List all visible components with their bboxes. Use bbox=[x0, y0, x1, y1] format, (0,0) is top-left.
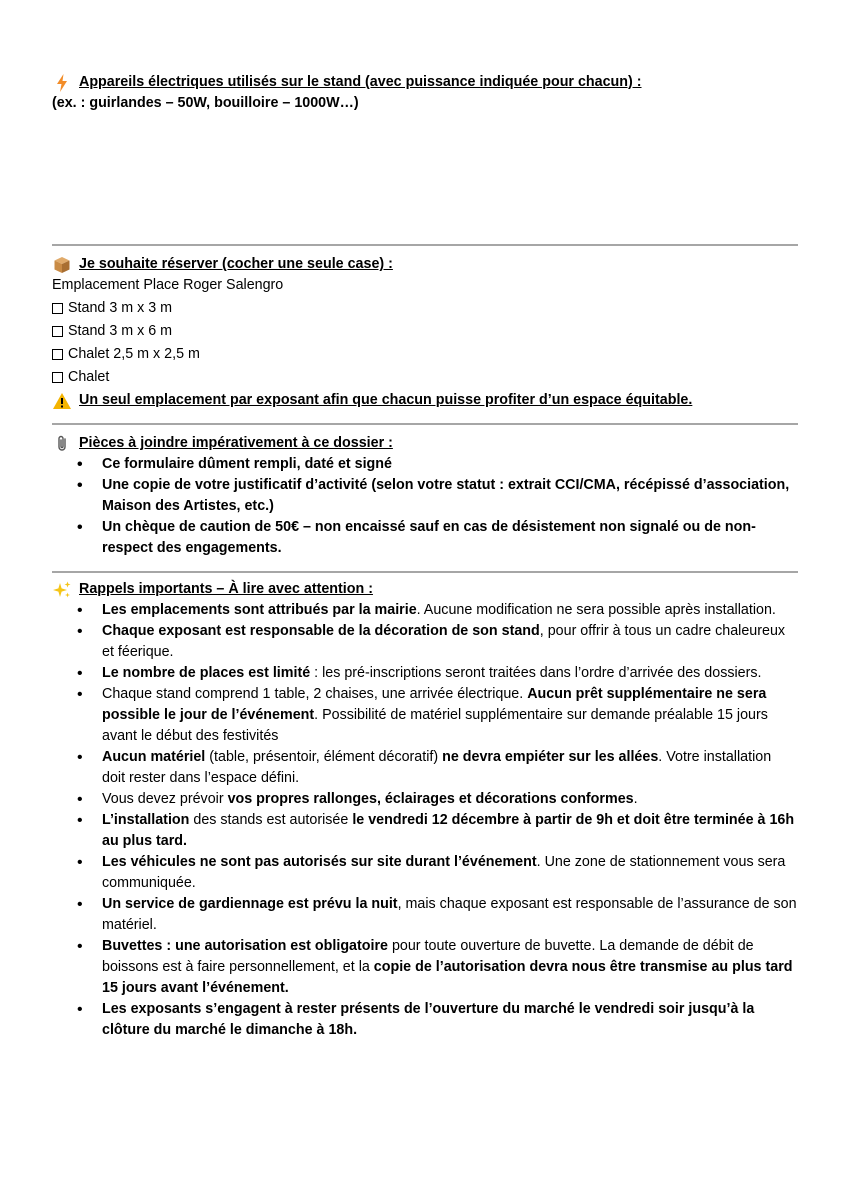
reservation-location: Emplacement Place Roger Salengro bbox=[52, 277, 284, 293]
attachments-heading-text: Pièces à joindre impérativement à ce dossier : bbox=[79, 435, 393, 451]
text: des stands est autorisée bbox=[189, 812, 353, 828]
list-item bbox=[52, 621, 798, 663]
option-stand-3x6[interactable] bbox=[52, 321, 798, 342]
reservation-heading bbox=[52, 254, 798, 275]
list-item bbox=[52, 789, 798, 810]
text: Chaque stand comprend 1 table, 2 chaises, une arrivée électrique. bbox=[102, 686, 528, 702]
reservation-warning bbox=[52, 390, 798, 411]
electrical-heading bbox=[52, 72, 798, 93]
warning-text: Un seul emplacement par exposant afin que chacun puisse profiter d’un espace équitable. bbox=[79, 392, 693, 408]
checkbox[interactable] bbox=[52, 326, 63, 337]
reservation-heading-text: Je souhaite réserver (cocher une seule case) : bbox=[79, 256, 393, 272]
list-item bbox=[52, 684, 798, 747]
reminders-heading bbox=[52, 579, 798, 600]
bold-text: Chaque exposant est responsable de la décoration de son stand bbox=[102, 623, 540, 639]
bold-text: Un service de gardiennage est prévu la nuit bbox=[102, 896, 398, 912]
text: pour toute ouverture de buvette. La demande de débit de boissons est à faire personnellement, et la bbox=[102, 938, 754, 975]
bold-text: ne devra empiéter sur les allées bbox=[442, 749, 659, 765]
list-item bbox=[52, 894, 798, 936]
bold-text: Aucun matériel bbox=[102, 749, 206, 765]
bold-text: copie de l’autorisation devra nous être transmise au plus tard 15 jours avant l’événement. bbox=[102, 959, 793, 996]
attachments-list bbox=[52, 454, 798, 559]
list-item bbox=[52, 852, 798, 894]
list-item bbox=[52, 936, 798, 999]
electrical-example: (ex. : guirlandes – 50W, bouilloire – 1000W…) bbox=[52, 95, 359, 111]
list-item bbox=[52, 810, 798, 852]
form-page bbox=[52, 72, 798, 1041]
list-item bbox=[52, 600, 798, 621]
list-item: • Une copie de votre justificatif d’activité (selon votre statut : extrait CCI/CMA, récépissé d’association, Maison des Artistes, etc.) bbox=[52, 475, 798, 517]
bold-text: Aucun prêt supplémentaire ne sera possible le jour de l’événement bbox=[102, 686, 767, 723]
bold-text: Les véhicules ne sont pas autorisés sur site durant l’événement bbox=[102, 854, 537, 870]
text: Vous devez prévoir bbox=[102, 791, 228, 807]
bold-text: Les emplacements sont attribués par la mairie bbox=[102, 602, 417, 618]
checkbox[interactable] bbox=[52, 303, 63, 314]
list-item: • Un chèque de caution de 50€ – non encaissé sauf en cas de désistement non signalé ou de non-respect des engagements. bbox=[52, 517, 798, 559]
sparkles-icon bbox=[52, 580, 72, 600]
list-item bbox=[52, 663, 798, 684]
paperclip-icon bbox=[52, 434, 72, 454]
option-label: Chalet bbox=[68, 369, 110, 385]
bold-text: vos propres rallonges, éclairages et décorations conformes bbox=[227, 791, 634, 807]
bold-text: L’installation bbox=[102, 812, 190, 828]
checkbox[interactable] bbox=[52, 372, 63, 383]
text: , mais chaque exposant est responsable de l’assurance de son matériel. bbox=[102, 896, 797, 933]
checkbox[interactable] bbox=[52, 349, 63, 360]
list-item: • Ce formulaire dûment rempli, daté et signé bbox=[52, 454, 798, 475]
lightning-icon bbox=[52, 73, 72, 93]
bold-text: Le nombre de places est limité bbox=[102, 665, 311, 681]
text: . bbox=[633, 791, 638, 807]
attachments-heading bbox=[52, 433, 798, 454]
option-chalet-2-5[interactable] bbox=[52, 344, 798, 365]
reminders-heading-text: Rappels importants – À lire avec attention : bbox=[79, 581, 373, 597]
reminders-list bbox=[52, 600, 798, 1041]
bold-text: Buvettes : une autorisation est obligatoire bbox=[102, 938, 388, 954]
electrical-heading-text: Appareils électriques utilisés sur le stand (avec puissance indiquée pour chacun) : bbox=[79, 74, 642, 90]
text: . Votre installation doit rester dans l’espace défini. bbox=[102, 749, 772, 786]
option-label: Chalet 2,5 m x 2,5 m bbox=[68, 346, 200, 362]
text: . Aucune modification ne sera possible après installation. bbox=[416, 602, 776, 618]
option-stand-3x3[interactable] bbox=[52, 298, 798, 319]
text: : les pré-inscriptions seront traitées dans l’ordre d’arrivée des dossiers. bbox=[310, 665, 762, 681]
list-item bbox=[52, 747, 798, 789]
text: , pour offrir à tous un cadre chaleureux et féerique. bbox=[102, 623, 786, 660]
text: . Possibilité de matériel supplémentaire sur demande préalable 15 jours avant le début des festivités bbox=[102, 707, 768, 744]
text: (table, présentoir, élément décoratif) bbox=[205, 749, 443, 765]
bold-text: Les exposants s’engagent à rester présents de l’ouverture du marché le vendredi soir jusqu’à la clôture du marché le dimanche à 18h. bbox=[102, 1001, 755, 1038]
option-label: Stand 3 m x 3 m bbox=[68, 300, 173, 316]
text: . Une zone de stationnement vous sera communiquée. bbox=[102, 854, 786, 891]
electrical-answer-space[interactable] bbox=[52, 114, 798, 244]
package-icon bbox=[52, 255, 72, 275]
option-label: Stand 3 m x 6 m bbox=[68, 323, 173, 339]
warning-icon bbox=[52, 391, 72, 411]
list-item bbox=[52, 999, 798, 1041]
bold-text: le vendredi 12 décembre à partir de 9h et doit être terminée à 16h au plus tard. bbox=[102, 812, 795, 849]
option-chalet[interactable] bbox=[52, 367, 798, 388]
